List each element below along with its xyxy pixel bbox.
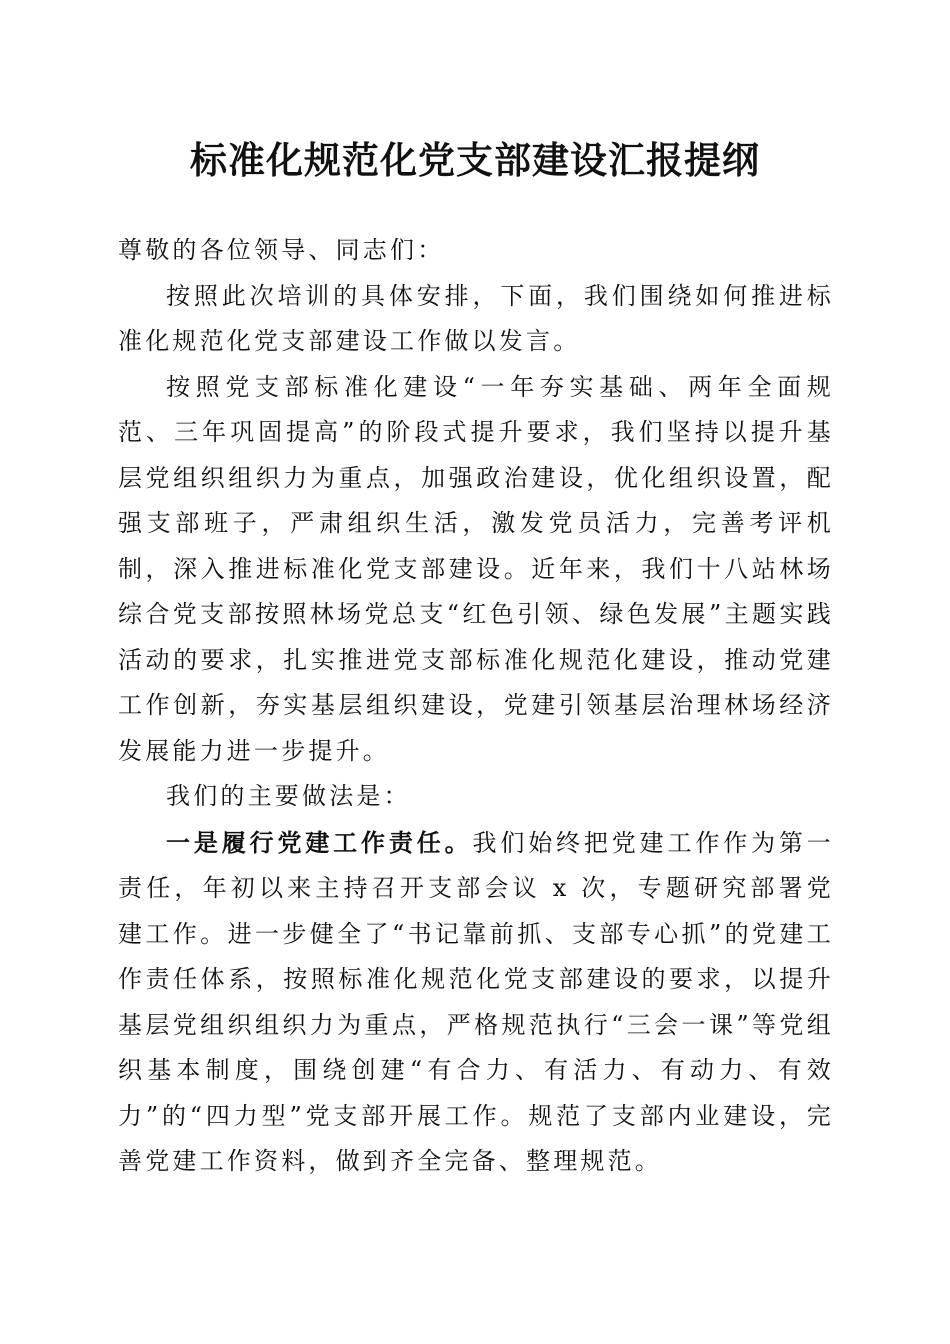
salutation: 尊敬的各位领导、同志们：: [118, 236, 445, 264]
practice-one-text: 我们始终把党建工作作为第一责任，年初以来主持召开支部会议 x 次，专题研究部署党建工作。进一步健全了“书记靠前抓、支部专心抓”的党建工作责任体系，按照标准化规范化党支部建设的要求，以提升基层党组织组织力为重点，严格规范执行“三会一课”等党组织基本制度，围绕创建“有合力、有活力、有动力、有效力”的“四力型”党支部开展工作。规范了支部内业建设，完善党建工作资料，做到齐全完备、整理规范。: [118, 828, 834, 1175]
paragraph-background: 按照党支部标准化建设“一年夯实基础、两年全面规范、三年巩固提高”的阶段式提升要求，我们坚持以提升基层党组织组织力为重点，加强政治建设，优化组织设置，配强支部班子，严肃组织生活，激发党员活力，完善考评机制，深入推进标准化党支部建设。近年来，我们十八站林场综合党支部按照林场党总支“红色引领、绿色发展”主题实践活动的要求，扎实推进党支部标准化规范化建设，推动党建工作创新，夯实基层组织建设，党建引领基层治理林场经济发展能力进一步提升。: [118, 372, 834, 765]
paragraph-practice-one: [118, 820, 834, 1185]
paragraph-intro: 按照此次培训的具体安排，下面，我们围绕如何推进标准化规范化党支部建设工作做以发言。: [118, 281, 834, 355]
practice-one-heading: 一是履行党建工作责任。: [166, 827, 473, 857]
document-title: 标准化规范化党支部建设汇报提纲: [190, 138, 760, 182]
document-body: [118, 228, 834, 1185]
paragraph-practices-lead-in: 我们的主要做法是：: [166, 782, 411, 810]
